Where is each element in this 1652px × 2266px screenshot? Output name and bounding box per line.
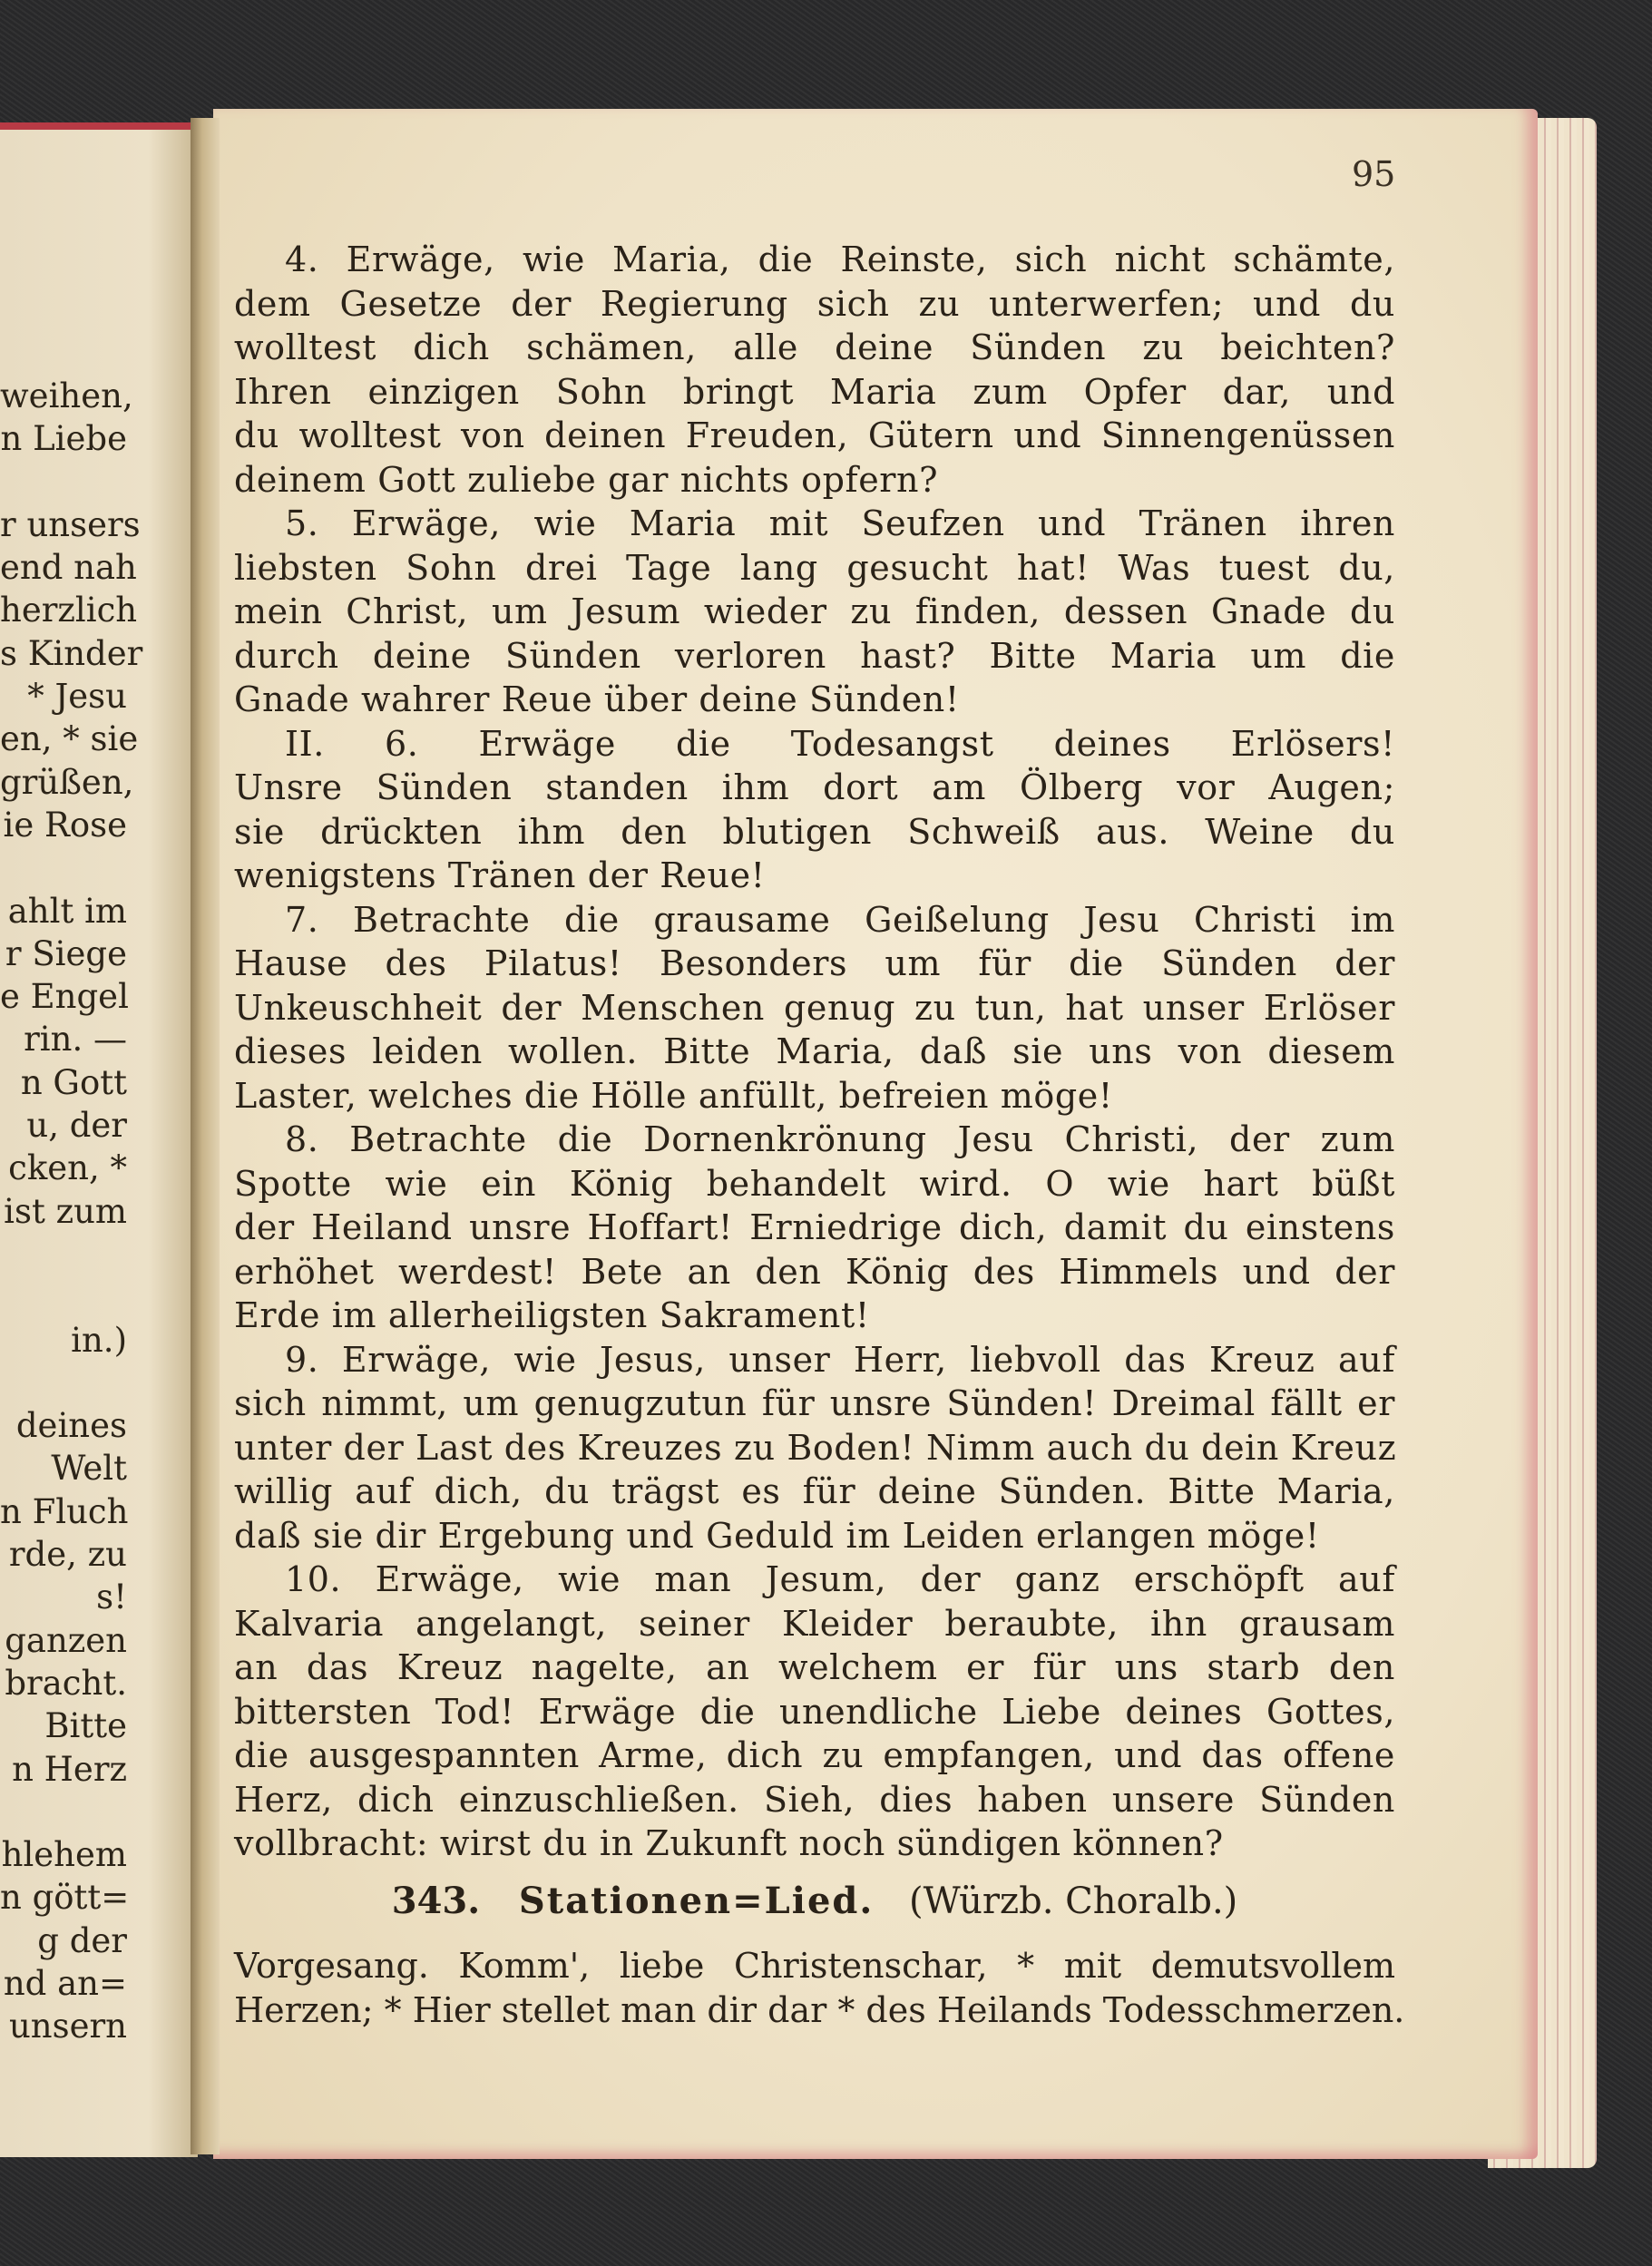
left-page-line: n Gott xyxy=(20,1062,127,1102)
left-page-line: s Kinder xyxy=(0,633,143,673)
text-line: Gnade wahrer Reue über deine Sünden! xyxy=(234,679,960,719)
text-line: 4. Erwäge, wie Maria, die Reinste, sich nicht schämte, xyxy=(285,239,1395,279)
text-line: 8. Betrachte die Dornenkrönung Jesu Christi, der zum xyxy=(285,1119,1395,1159)
left-page-line: in.) xyxy=(71,1320,127,1360)
text-line: erhöhet werdest! Bete an den König des Himmels und der xyxy=(234,1251,1395,1292)
left-page-line: u, der xyxy=(26,1106,127,1146)
text-line: Erde im allerheiligsten Sakrament! xyxy=(234,1295,870,1335)
left-page-line: n Liebe xyxy=(0,419,127,459)
left-page-line: rin. — xyxy=(24,1020,127,1060)
meditation-text xyxy=(234,238,1395,1866)
left-page xyxy=(0,122,198,2157)
left-page-line: unsern xyxy=(8,2007,127,2046)
left-page-line: bracht. xyxy=(5,1663,127,1703)
hymn-verse xyxy=(234,1943,1405,2031)
hymn-title: Stationen=Lied. xyxy=(518,1880,875,1922)
text-line: willig auf dich, du trägst es für deine Sünden. Bitte Maria, xyxy=(234,1471,1395,1511)
hymn-line: Vorgesang. Komm', liebe Christenschar, * mit demutsvollem xyxy=(234,1946,1395,1986)
left-page-line: ganzen xyxy=(5,1620,127,1660)
left-page-line: * Jesu xyxy=(27,677,127,717)
left-page-line: e Engel xyxy=(0,977,129,1017)
left-page-line: ie Rose xyxy=(3,805,127,845)
text-line: du wolltest von deinen Freuden, Gütern und Sinnengenüssen xyxy=(234,415,1395,455)
text-line: wolltest dich schämen, alle deine Sünden zu beichten? xyxy=(234,327,1395,367)
book-gutter xyxy=(191,118,220,2154)
left-page-line: g der xyxy=(37,1920,127,1960)
text-line: 7. Betrachte die grausame Geißelung Jesu Christi im xyxy=(285,899,1395,940)
text-line: dem Gesetze der Regierung sich zu unterwerfen; und du xyxy=(234,283,1395,324)
text-line: Unsre Sünden standen ihm dort am Ölberg vor Augen; xyxy=(234,767,1395,807)
hymn-line: Herzen; * Hier stellet man dir dar * des Heilands Todesschmerzen. xyxy=(234,1989,1405,2030)
text-line: 5. Erwäge, wie Maria mit Seufzen und Tränen ihren xyxy=(285,503,1395,543)
left-page-line: ahlt im xyxy=(7,891,127,931)
text-line: 10. Erwäge, wie man Jesum, der ganz erschöpft auf xyxy=(285,1559,1395,1599)
text-line: vollbracht: wirst du in Zukunft noch sündigen können? xyxy=(234,1823,1224,1863)
left-page-line xyxy=(0,1362,127,1404)
left-page-line: hlehem xyxy=(1,1835,127,1875)
left-page-line: s! xyxy=(96,1577,127,1617)
left-page-line: n Herz xyxy=(12,1749,127,1789)
left-page-line: n Fluch xyxy=(0,1491,129,1531)
text-line: liebsten Sohn drei Tage lang gesucht hat! Was tuest du, xyxy=(234,547,1395,588)
text-line: wenigstens Tränen der Reue! xyxy=(234,855,766,895)
left-page-text xyxy=(0,375,143,2048)
text-line: Hause des Pilatus! Besonders um für die Sünden der xyxy=(234,943,1395,983)
text-line: Spotte wie ein König behandelt wird. O wie hart büßt xyxy=(234,1163,1395,1204)
left-page-line: weihen, xyxy=(0,376,133,415)
text-line: die ausgespannten Arme, dich zu empfangen, und das offene xyxy=(234,1735,1395,1775)
left-page-line: nd an= xyxy=(3,1963,127,2003)
text-line: Ihren einzigen Sohn bringt Maria zum Opfer dar, und xyxy=(234,371,1395,412)
text-line: Herz, dich einzuschließen. Sieh, dies haben unsere Sünden xyxy=(234,1779,1395,1820)
text-line: deinem Gott zuliebe gar nichts opfern? xyxy=(234,459,939,500)
left-page-line: cken, * xyxy=(8,1148,127,1188)
left-page-line xyxy=(0,1233,127,1275)
left-page-line: en, * sie xyxy=(0,719,139,759)
left-page-line: herzlich xyxy=(0,591,138,630)
left-page-line: deines xyxy=(15,1406,127,1446)
text-line: unter der Last des Kreuzes zu Boden! Nimm auch du dein Kreuz xyxy=(234,1427,1397,1468)
text-line: daß sie dir Ergebung und Geduld im Leiden erlangen möge! xyxy=(234,1515,1320,1556)
text-line: an das Kreuz nagelte, an welchem er für uns starb den xyxy=(234,1647,1395,1687)
left-page-line: n gött= xyxy=(0,1878,130,1918)
hymn-number: 343. xyxy=(391,1880,481,1922)
left-page-line xyxy=(0,1275,127,1318)
text-line: II. 6. Erwäge die Todesangst deines Erlösers! xyxy=(285,723,1395,764)
left-page-line: Welt xyxy=(51,1449,127,1489)
hymn-heading xyxy=(234,1880,1395,1922)
text-line: sich nimmt, um genugzutun für unsre Sünden! Dreimal fällt er xyxy=(234,1383,1395,1423)
hymn-source: (Würzb. Choralb.) xyxy=(909,1880,1238,1922)
page-number: 95 xyxy=(1352,154,1396,194)
text-line: dieses leiden wollen. Bitte Maria, daß sie uns von diesem xyxy=(234,1031,1395,1071)
text-line: 9. Erwäge, wie Jesus, unser Herr, liebvoll das Kreuz auf xyxy=(285,1339,1395,1380)
text-line: durch deine Sünden verloren hast? Bitte Maria um die xyxy=(234,635,1395,676)
text-line: Laster, welches die Hölle anfüllt, befreien möge! xyxy=(234,1075,1113,1116)
left-page-line: r unsers xyxy=(0,504,141,544)
left-page-line: Bitte xyxy=(44,1706,127,1746)
left-page-line xyxy=(0,846,127,889)
text-line: Unkeuschheit der Menschen genug zu tun, hat unser Erlöser xyxy=(234,987,1395,1028)
text-line: bittersten Tod! Erwäge die unendliche Liebe deines Gottes, xyxy=(234,1691,1395,1732)
left-page-line xyxy=(0,1791,127,1833)
left-page-line: rde, zu xyxy=(8,1535,127,1575)
left-page-line xyxy=(0,461,127,503)
text-line: der Heiland unsre Hoffart! Erniedrige dich, damit du einstens xyxy=(234,1207,1395,1247)
text-line: Kalvaria angelangt, seiner Kleider beraubte, ihn grausam xyxy=(234,1603,1395,1644)
left-page-line: r Siege xyxy=(5,933,127,973)
left-page-line: end nah xyxy=(0,548,137,588)
text-line: mein Christ, um Jesum wieder zu finden, dessen Gnade du xyxy=(234,591,1395,631)
left-page-line: grüßen, xyxy=(0,762,134,802)
left-page-line: ist zum xyxy=(4,1191,127,1231)
text-line: sie drückten ihm den blutigen Schweiß aus. Weine du xyxy=(234,811,1395,852)
